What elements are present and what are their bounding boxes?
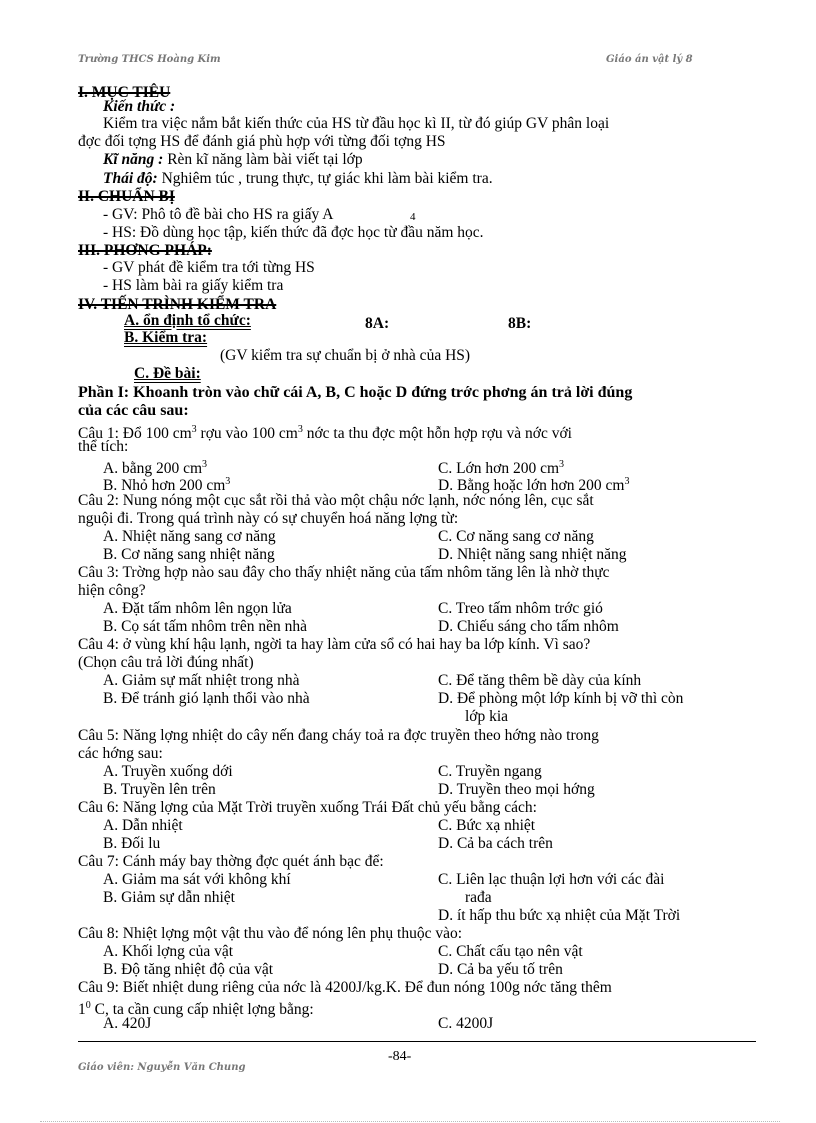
- attitude-text: Nghiêm túc , trung thực, tự giác khi làm bài kiểm tra.: [157, 170, 493, 187]
- q2-option-c: C. Cơ năng sang cơ năng: [438, 528, 594, 545]
- q9-stem-2b: C, ta cần cung cấp nhiệt lợng bằng:: [90, 1001, 314, 1019]
- q8-stem-1: Câu 8: Nhiệt lợng một vật thu vào để nóng lên phụ thuộc vào:: [78, 925, 463, 942]
- q7-option-b: B. Giảm sự dẫn nhiệt: [103, 889, 235, 906]
- q4-option-b: B. Để tránh gió lạnh thổi vào nhà: [103, 690, 310, 707]
- skill-text: Rèn kĩ năng làm bài viết tại lớp: [163, 151, 363, 168]
- step-a: A. ổn định tổ chức:: [124, 312, 251, 329]
- class-8a: 8A:: [365, 315, 390, 332]
- section-3-title: III. PHƠNG PHÁP:: [78, 242, 212, 259]
- q8-option-b: B. Độ tăng nhiệt độ của vật: [103, 961, 274, 978]
- footer-rule: [78, 1041, 756, 1042]
- q1-option-b-sup: 3: [225, 476, 231, 487]
- header-school: Trường THCS Hoàng Kim: [78, 54, 221, 65]
- q3-option-c: C. Treo tấm nhôm trớc gió: [438, 600, 603, 617]
- section-1-title: I. MỤC TIÊU: [78, 84, 171, 101]
- q4-stem-1: Câu 4: ở vùng khí hậu lạnh, ngời ta hay làm cửa sổ có hai hay ba lớp kính. Vì sao?: [78, 636, 591, 653]
- class-8b: 8B:: [508, 315, 532, 332]
- q2-stem-1: Câu 2: Nung nóng một cục sắt rồi thả vào một chậu nớc lạnh, nớc nóng lên, cục sắt: [78, 492, 594, 509]
- q3-option-b: B. Cọ sát tấm nhôm trên nền nhà: [103, 618, 308, 635]
- q9-option-c: C. 4200J: [438, 1015, 494, 1032]
- q7-stem-1: Câu 7: Cánh máy bay thờng đợc quét ánh bạc để:: [78, 853, 384, 870]
- page-edge-dots: [40, 1121, 780, 1122]
- q6-option-c: C. Bức xạ nhiệt: [438, 817, 536, 834]
- q6-option-d: D. Cả ba cách trên: [438, 835, 553, 852]
- q5-stem-1: Câu 5: Năng lợng nhiệt do cây nến đang cháy toả ra đợc truyền theo hớng nào trong: [78, 727, 599, 744]
- q7-option-d: D. ít hấp thu bức xạ nhiệt của Mặt Trời: [438, 907, 681, 924]
- section-4-title: IV. TIẾN TRÌNH KIỂM TRA: [78, 296, 277, 313]
- q6-option-b: B. Đối lu: [103, 835, 161, 852]
- q6-option-a: A. Dẫn nhiệt: [103, 817, 183, 834]
- q6-stem-1: Câu 6: Năng lợng của Mặt Trời truyền xuống Trái Đất chủ yếu bằng cách:: [78, 799, 537, 816]
- q1-stem-a: Câu 1: Đổ 100 cm: [78, 425, 192, 443]
- q3-option-d: D. Chiếu sáng cho tấm nhôm: [438, 618, 619, 635]
- q1-stem-c: nớc ta thu đợc một hỗn hợp rợu và nớc với: [302, 425, 572, 443]
- q4-option-d-cont: lớp kia: [465, 708, 509, 725]
- q8-option-d: D. Cả ba yếu tố trên: [438, 961, 563, 978]
- q3-stem-2: hiện công?: [78, 582, 146, 599]
- header-subject: Giáo án vật lý 8: [606, 54, 693, 65]
- part1-instruction-2: của các câu sau:: [78, 402, 189, 419]
- section-2-title: II. CHUẨN BỊ: [78, 188, 175, 205]
- q1-option-c-text: C. Lớn hơn 200 cm: [438, 460, 560, 478]
- q1-sup-2: 3: [297, 424, 303, 435]
- q7-option-c: C. Liên lạc thuận lợi hơn với các đài: [438, 871, 665, 888]
- step-b-note: (GV kiểm tra sự chuẩn bị ở nhà của HS): [220, 347, 471, 364]
- q4-option-d: D. Để phòng một lớp kính bị vỡ thì còn: [438, 690, 684, 707]
- q7-option-a: A. Giảm ma sát với không khí: [103, 871, 291, 888]
- page-number: -84-: [388, 1049, 412, 1064]
- prep-gv: - GV: Phô tô đề bài cho HS ra giấy A: [103, 206, 334, 223]
- prep-hs: - HS: Đồ dùng học tập, kiến thức đã đợc học từ đầu năm học.: [103, 224, 484, 241]
- skill-label: Kĩ năng :: [103, 151, 164, 168]
- q1-stem-2: thể tích:: [78, 438, 129, 455]
- q1-stem: [78, 421, 572, 443]
- knowledge-text-1: Kiểm tra việc nắm bắt kiến thức của HS từ đầu học kì II, từ đó giúp GV phân loại: [103, 115, 610, 132]
- method-2: - HS làm bài ra giấy kiểm tra: [103, 277, 284, 294]
- q1-option-b-text: B. Nhỏ hơn 200 cm: [103, 477, 226, 495]
- q5-stem-2: các hớng sau:: [78, 745, 163, 762]
- knowledge-text-2: đợc đối tợng HS để đánh giá phù hợp với từng đối tợng HS: [78, 133, 446, 150]
- step-c: C. Đề bài:: [134, 365, 201, 382]
- q1-sup-1: 3: [191, 424, 197, 435]
- q4-option-a: A. Giảm sự mất nhiệt trong nhà: [103, 672, 300, 689]
- q2-stem-2: nguội đi. Trong quá trình này có sự chuyển hoá năng lợng từ:: [78, 510, 459, 527]
- skill-line: [103, 151, 363, 169]
- attitude-line: [103, 170, 493, 188]
- q4-option-c: C. Để tăng thêm bề dày của kính: [438, 672, 642, 689]
- q2-option-b: B. Cơ năng sang nhiệt năng: [103, 546, 275, 563]
- q9-stem-1: Câu 9: Biết nhiệt dung riêng của nớc là 4200J/kg.K. Để đun nóng 100g nớc tăng thêm: [78, 979, 612, 996]
- prep-gv-subscript: 4: [410, 211, 416, 223]
- footer-teacher: Giáo viên: Nguyễn Văn Chung: [78, 1062, 246, 1073]
- q1-option-d-text: D. Bằng hoặc lớn hơn 200 cm: [438, 477, 625, 495]
- q3-stem-1: Câu 3: Trờng hợp nào sau đây cho thấy nhiệt năng của tấm nhôm tăng lên là nhờ thực: [78, 564, 610, 581]
- attitude-label: Thái độ:: [103, 170, 158, 187]
- q5-option-c: C. Truyền ngang: [438, 763, 542, 780]
- q5-option-b: B. Truyền lên trên: [103, 781, 216, 798]
- q1-option-a-sup: 3: [202, 459, 208, 470]
- q5-option-a: A. Truyền xuống dới: [103, 763, 233, 780]
- q7-option-c-cont: rađa: [465, 889, 492, 906]
- q1-stem-b: rợu vào 100 cm: [196, 425, 298, 443]
- q1-option-c-sup: 3: [559, 459, 565, 470]
- q8-option-a: A. Khối lợng của vật: [103, 943, 234, 960]
- knowledge-label: Kiến thức :: [103, 98, 176, 115]
- q5-option-d: D. Truyền theo mọi hớng: [438, 781, 595, 798]
- q9-stem-2-sup: 0: [85, 1000, 91, 1011]
- q9-option-a: A. 420J: [103, 1015, 152, 1032]
- part1-instruction-1: Phần I: Khoanh tròn vào chữ cái A, B, C hoặc D đứng trớc phơng án trả lời đúng: [78, 384, 633, 401]
- step-b: B. Kiểm tra:: [124, 329, 208, 346]
- q4-stem-2: (Chọn câu trả lời đúng nhất): [78, 654, 254, 671]
- method-1: - GV phát đề kiểm tra tới từng HS: [103, 259, 315, 276]
- q1-option-d-sup: 3: [624, 476, 630, 487]
- q8-option-c: C. Chất cấu tạo nên vật: [438, 943, 583, 960]
- q3-option-a: A. Đặt tấm nhôm lên ngọn lửa: [103, 600, 292, 617]
- q1-option-a-text: A. bằng 200 cm: [103, 460, 203, 478]
- q9-stem-2a: 1: [78, 1001, 86, 1019]
- q2-option-d: D. Nhiệt năng sang nhiệt năng: [438, 546, 627, 563]
- q2-option-a: A. Nhiệt năng sang cơ năng: [103, 528, 276, 545]
